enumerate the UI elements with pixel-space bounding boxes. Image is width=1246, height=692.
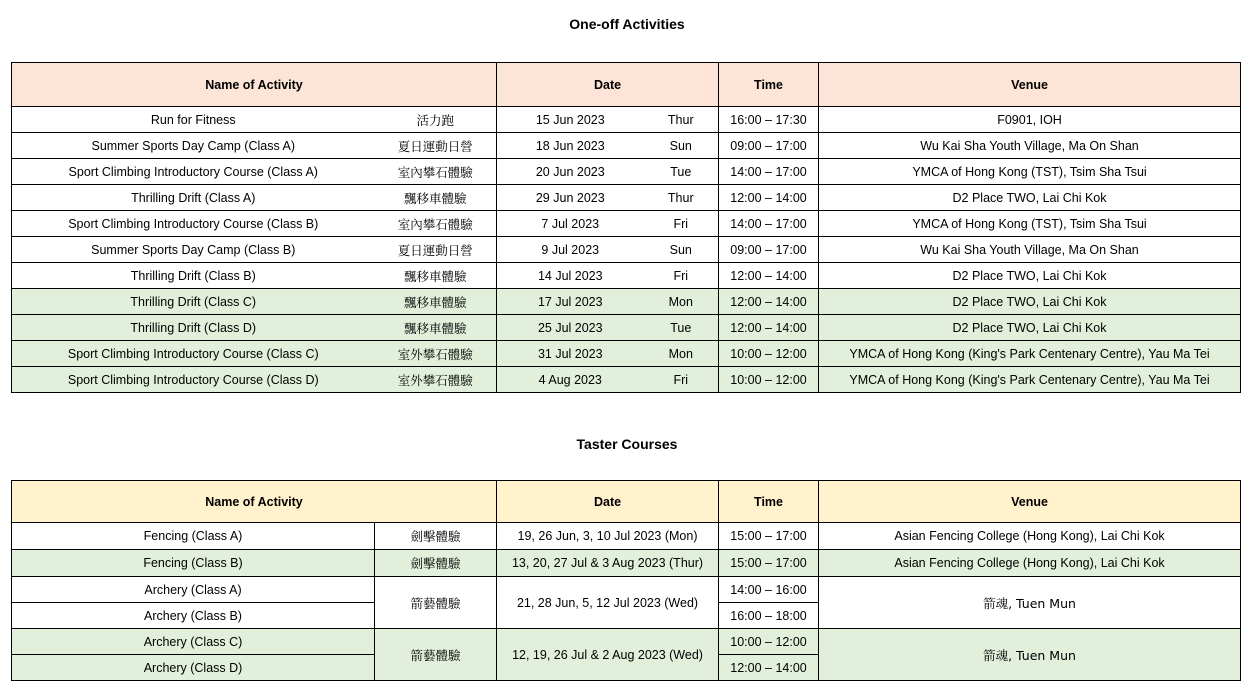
activity-date: 14 Jul 2023	[497, 263, 644, 289]
activity-venue: Wu Kai Sha Youth Village, Ma On Shan	[819, 237, 1241, 263]
activity-time: 12:00 – 14:00	[719, 263, 819, 289]
header-name-of-activity: Name of Activity	[12, 63, 497, 107]
activity-date: 25 Jul 2023	[497, 315, 644, 341]
course-time: 15:00 – 17:00	[719, 523, 819, 550]
one-off-activities-title: One-off Activities	[569, 16, 685, 32]
taster-courses-table	[11, 480, 1241, 681]
activity-day: Mon	[644, 341, 719, 367]
activity-date: 31 Jul 2023	[497, 341, 644, 367]
table-row	[12, 577, 1241, 603]
activity-venue: YMCA of Hong Kong (King's Park Centenary Centre), Yau Ma Tei	[819, 367, 1241, 393]
activity-name: Thrilling Drift (Class C)	[12, 289, 375, 315]
activity-chinese-name: 飄移車體驗	[375, 315, 497, 341]
course-name: Archery (Class D)	[12, 655, 375, 681]
table-row	[12, 315, 1241, 341]
course-name: Archery (Class A)	[12, 577, 375, 603]
activity-venue: YMCA of Hong Kong (TST), Tsim Sha Tsui	[819, 159, 1241, 185]
activity-date: 20 Jun 2023	[497, 159, 644, 185]
activity-chinese-name: 飄移車體驗	[375, 185, 497, 211]
course-date: 13, 20, 27 Jul & 3 Aug 2023 (Thur)	[497, 550, 719, 577]
activity-time: 10:00 – 12:00	[719, 341, 819, 367]
activity-day: Fri	[644, 263, 719, 289]
header-time: Time	[719, 63, 819, 107]
activity-time: 14:00 – 17:00	[719, 159, 819, 185]
course-time: 12:00 – 14:00	[719, 655, 819, 681]
course-venue: Asian Fencing College (Hong Kong), Lai Chi Kok	[819, 550, 1241, 577]
course-time: 15:00 – 17:00	[719, 550, 819, 577]
header-venue: Venue	[819, 63, 1241, 107]
activity-time: 16:00 – 17:30	[719, 107, 819, 133]
activity-chinese-name: 室外攀石體驗	[375, 341, 497, 367]
activity-venue: D2 Place TWO, Lai Chi Kok	[819, 289, 1241, 315]
activity-venue: D2 Place TWO, Lai Chi Kok	[819, 263, 1241, 289]
activity-name: Thrilling Drift (Class A)	[12, 185, 375, 211]
course-venue: 箭魂, Tuen Mun	[819, 577, 1241, 629]
activity-time: 12:00 – 14:00	[719, 185, 819, 211]
table-row	[12, 341, 1241, 367]
activity-venue: YMCA of Hong Kong (TST), Tsim Sha Tsui	[819, 211, 1241, 237]
activity-day: Thur	[644, 107, 719, 133]
activity-name: Summer Sports Day Camp (Class A)	[12, 133, 375, 159]
course-name: Archery (Class B)	[12, 603, 375, 629]
activity-venue: D2 Place TWO, Lai Chi Kok	[819, 185, 1241, 211]
activity-chinese-name: 室內攀石體驗	[375, 159, 497, 185]
course-time: 10:00 – 12:00	[719, 629, 819, 655]
course-venue: 箭魂, Tuen Mun	[819, 629, 1241, 681]
table-row	[12, 523, 1241, 550]
activity-date: 17 Jul 2023	[497, 289, 644, 315]
activity-time: 12:00 – 14:00	[719, 315, 819, 341]
course-date: 21, 28 Jun, 5, 12 Jul 2023 (Wed)	[497, 577, 719, 629]
activity-time: 09:00 – 17:00	[719, 237, 819, 263]
header-time: Time	[719, 481, 819, 523]
activity-date: 4 Aug 2023	[497, 367, 644, 393]
header-name-of-activity: Name of Activity	[12, 481, 497, 523]
course-chinese-name: 劍擊體驗	[375, 550, 497, 577]
course-venue: Asian Fencing College (Hong Kong), Lai Chi Kok	[819, 523, 1241, 550]
course-date: 19, 26 Jun, 3, 10 Jul 2023 (Mon)	[497, 523, 719, 550]
table-row	[12, 159, 1241, 185]
activity-day: Sun	[644, 237, 719, 263]
activity-day: Thur	[644, 185, 719, 211]
table-header-row	[12, 481, 1241, 523]
table-row	[12, 133, 1241, 159]
course-date: 12, 19, 26 Jul & 2 Aug 2023 (Wed)	[497, 629, 719, 681]
activity-day: Sun	[644, 133, 719, 159]
course-chinese-name: 箭藝體驗	[375, 577, 497, 629]
course-name: Fencing (Class A)	[12, 523, 375, 550]
activity-date: 18 Jun 2023	[497, 133, 644, 159]
one-off-activities-table	[11, 62, 1241, 393]
header-date: Date	[497, 63, 719, 107]
activity-day: Fri	[644, 367, 719, 393]
activity-time: 12:00 – 14:00	[719, 289, 819, 315]
activity-chinese-name: 飄移車體驗	[375, 289, 497, 315]
table-row	[12, 237, 1241, 263]
activity-date: 29 Jun 2023	[497, 185, 644, 211]
activity-time: 10:00 – 12:00	[719, 367, 819, 393]
activity-chinese-name: 室外攀石體驗	[375, 367, 497, 393]
activity-name: Thrilling Drift (Class B)	[12, 263, 375, 289]
course-time: 16:00 – 18:00	[719, 603, 819, 629]
activity-chinese-name: 飄移車體驗	[375, 263, 497, 289]
table-row	[12, 185, 1241, 211]
activity-chinese-name: 夏日運動日營	[375, 133, 497, 159]
taster-courses-title: Taster Courses	[576, 436, 678, 452]
activity-time: 09:00 – 17:00	[719, 133, 819, 159]
activity-name: Summer Sports Day Camp (Class B)	[12, 237, 375, 263]
activity-chinese-name: 室內攀石體驗	[375, 211, 497, 237]
table-row	[12, 107, 1241, 133]
activity-time: 14:00 – 17:00	[719, 211, 819, 237]
activity-chinese-name: 活力跑	[375, 107, 497, 133]
header-date: Date	[497, 481, 719, 523]
table-row	[12, 211, 1241, 237]
table-row	[12, 289, 1241, 315]
activity-venue: F0901, IOH	[819, 107, 1241, 133]
activity-day: Fri	[644, 211, 719, 237]
activity-name: Sport Climbing Introductory Course (Class B)	[12, 211, 375, 237]
header-venue: Venue	[819, 481, 1241, 523]
activity-date: 15 Jun 2023	[497, 107, 644, 133]
activity-day: Tue	[644, 159, 719, 185]
activity-chinese-name: 夏日運動日營	[375, 237, 497, 263]
table-row	[12, 629, 1241, 655]
course-chinese-name: 劍擊體驗	[375, 523, 497, 550]
table-row	[12, 367, 1241, 393]
activity-venue: D2 Place TWO, Lai Chi Kok	[819, 315, 1241, 341]
activity-venue: Wu Kai Sha Youth Village, Ma On Shan	[819, 133, 1241, 159]
table-header-row	[12, 63, 1241, 107]
course-name: Archery (Class C)	[12, 629, 375, 655]
activity-date: 9 Jul 2023	[497, 237, 644, 263]
activity-name: Run for Fitness	[12, 107, 375, 133]
activity-venue: YMCA of Hong Kong (King's Park Centenary Centre), Yau Ma Tei	[819, 341, 1241, 367]
course-name: Fencing (Class B)	[12, 550, 375, 577]
activity-day: Tue	[644, 315, 719, 341]
activity-name: Thrilling Drift (Class D)	[12, 315, 375, 341]
activity-date: 7 Jul 2023	[497, 211, 644, 237]
table-row	[12, 263, 1241, 289]
activity-day: Mon	[644, 289, 719, 315]
course-chinese-name: 箭藝體驗	[375, 629, 497, 681]
activity-name: Sport Climbing Introductory Course (Class C)	[12, 341, 375, 367]
activity-name: Sport Climbing Introductory Course (Class D)	[12, 367, 375, 393]
table-row	[12, 550, 1241, 577]
activity-name: Sport Climbing Introductory Course (Class A)	[12, 159, 375, 185]
course-time: 14:00 – 16:00	[719, 577, 819, 603]
